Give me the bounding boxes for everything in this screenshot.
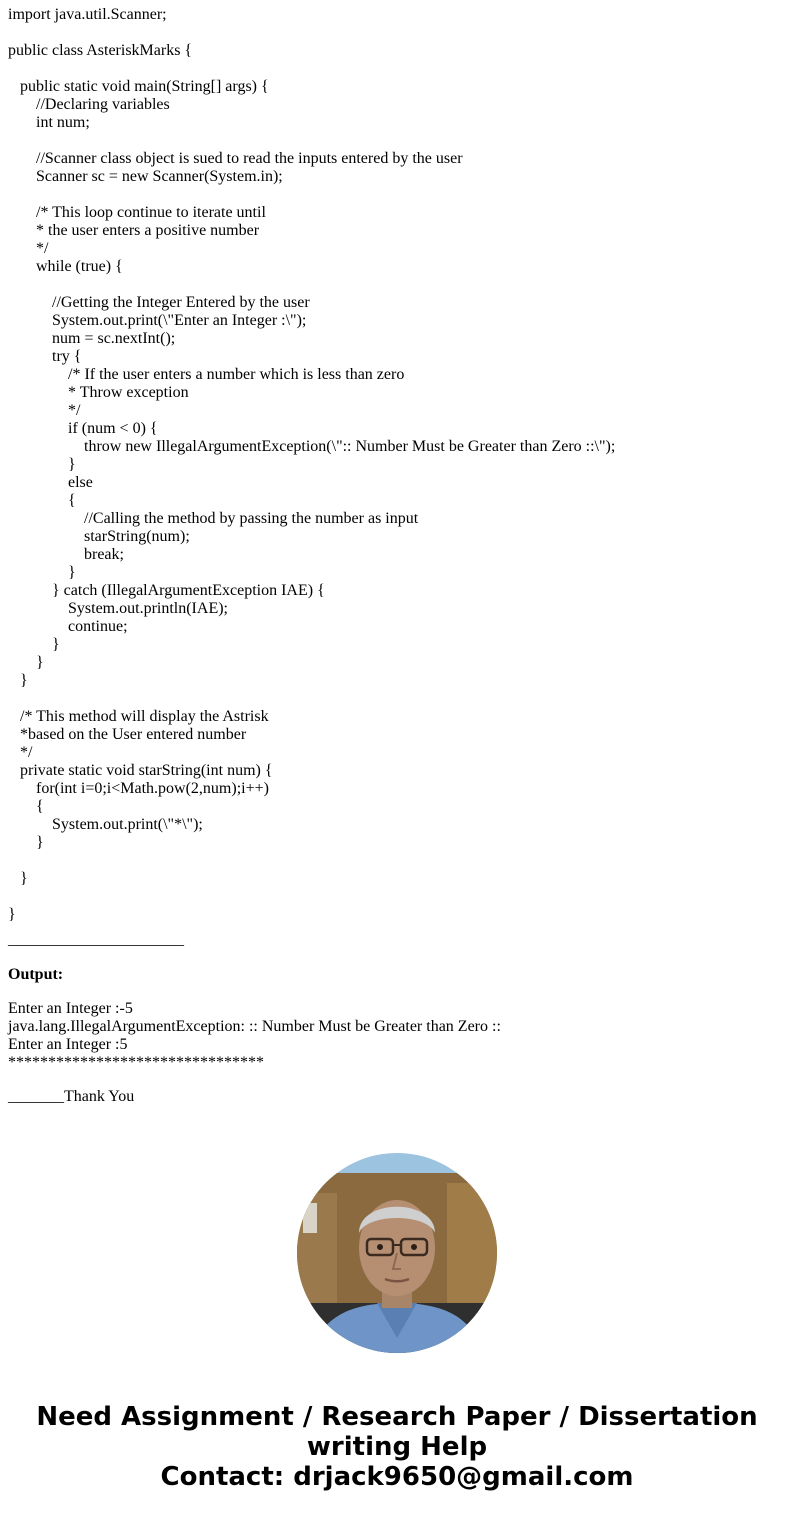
output-listing <box>8 1000 501 1072</box>
code-line <box>8 852 788 870</box>
code-line: */ <box>8 402 81 419</box>
code-line: else <box>8 474 93 491</box>
code-line: } <box>8 672 28 689</box>
code-line: } <box>8 906 16 923</box>
code-line: * Throw exception <box>8 384 189 401</box>
code-line: } <box>8 834 44 851</box>
code-line: public class AsteriskMarks { <box>8 42 193 59</box>
output-line: java.lang.IllegalArgumentException: :: Number Must be Greater than Zero :: <box>8 1018 501 1035</box>
code-line: /* This method will display the Astrisk <box>8 708 269 725</box>
code-line <box>8 132 788 150</box>
code-line: while (true) { <box>8 258 123 275</box>
code-line: } <box>8 636 60 653</box>
code-line: //Calling the method by passing the number as input <box>8 510 419 527</box>
code-line: private static void starString(int num) { <box>8 762 273 779</box>
code-line: try { <box>8 348 82 365</box>
code-line: /* If the user enters a number which is less than zero <box>8 366 405 383</box>
code-line: */ <box>8 240 49 257</box>
author-photo <box>297 1153 497 1353</box>
code-line: //Scanner class object is sued to read the inputs entered by the user <box>8 150 463 167</box>
separator-line: ______________________ <box>8 931 184 948</box>
code-line: //Declaring variables <box>8 96 170 113</box>
code-line: */ <box>8 744 33 761</box>
code-line: { <box>8 798 44 815</box>
code-line: * the user enters a positive number <box>8 222 260 239</box>
code-line: num = sc.nextInt(); <box>8 330 176 347</box>
code-line: public static void main(String[] args) { <box>8 78 269 95</box>
code-line <box>8 690 788 708</box>
code-listing <box>8 6 788 924</box>
output-line: Enter an Integer :-5 <box>8 1000 133 1017</box>
code-line: //Getting the Integer Entered by the user <box>8 294 310 311</box>
code-line: } <box>8 564 76 581</box>
code-line <box>8 24 788 42</box>
code-line <box>8 276 788 294</box>
code-line: System.out.print(\"Enter an Integer :\"); <box>8 312 307 329</box>
output-heading: Output: <box>8 966 64 983</box>
code-line: for(int i=0;i<Math.pow(2,num);i++) <box>8 780 269 797</box>
promo-contact: Contact: drjack9650@gmail.com <box>160 1462 634 1492</box>
output-line: ******************************** <box>8 1054 264 1071</box>
code-line: } catch (IllegalArgumentException IAE) { <box>8 582 325 599</box>
code-line <box>8 60 788 78</box>
promo-line: writing Help <box>306 1432 488 1462</box>
code-line <box>8 186 788 204</box>
code-line: starString(num); <box>8 528 190 545</box>
code-line: System.out.println(IAE); <box>8 600 228 617</box>
thank-you-text: _______Thank You <box>8 1088 135 1105</box>
code-line: throw new IllegalArgumentException(\":: Number Must be Greater than Zero ::\"); <box>8 438 616 455</box>
code-line <box>8 888 788 906</box>
code-line: System.out.print(\"*\"); <box>8 816 203 833</box>
code-line: } <box>8 870 28 887</box>
output-line: Enter an Integer :5 <box>8 1036 128 1053</box>
code-line: int num; <box>8 114 90 131</box>
code-line: { <box>8 492 76 509</box>
code-line: import java.util.Scanner; <box>8 6 167 23</box>
code-line: continue; <box>8 618 128 635</box>
code-line: /* This loop continue to iterate until <box>8 204 266 221</box>
portrait-image <box>297 1153 497 1353</box>
promo-banner <box>0 1402 794 1492</box>
code-line: Scanner sc = new Scanner(System.in); <box>8 168 283 185</box>
code-line: break; <box>8 546 124 563</box>
code-line: *based on the User entered number <box>8 726 247 743</box>
code-line: if (num < 0) { <box>8 420 158 437</box>
promo-line: Need Assignment / Research Paper / Dissertation <box>36 1402 758 1432</box>
code-line: } <box>8 654 44 671</box>
code-line: } <box>8 456 76 473</box>
